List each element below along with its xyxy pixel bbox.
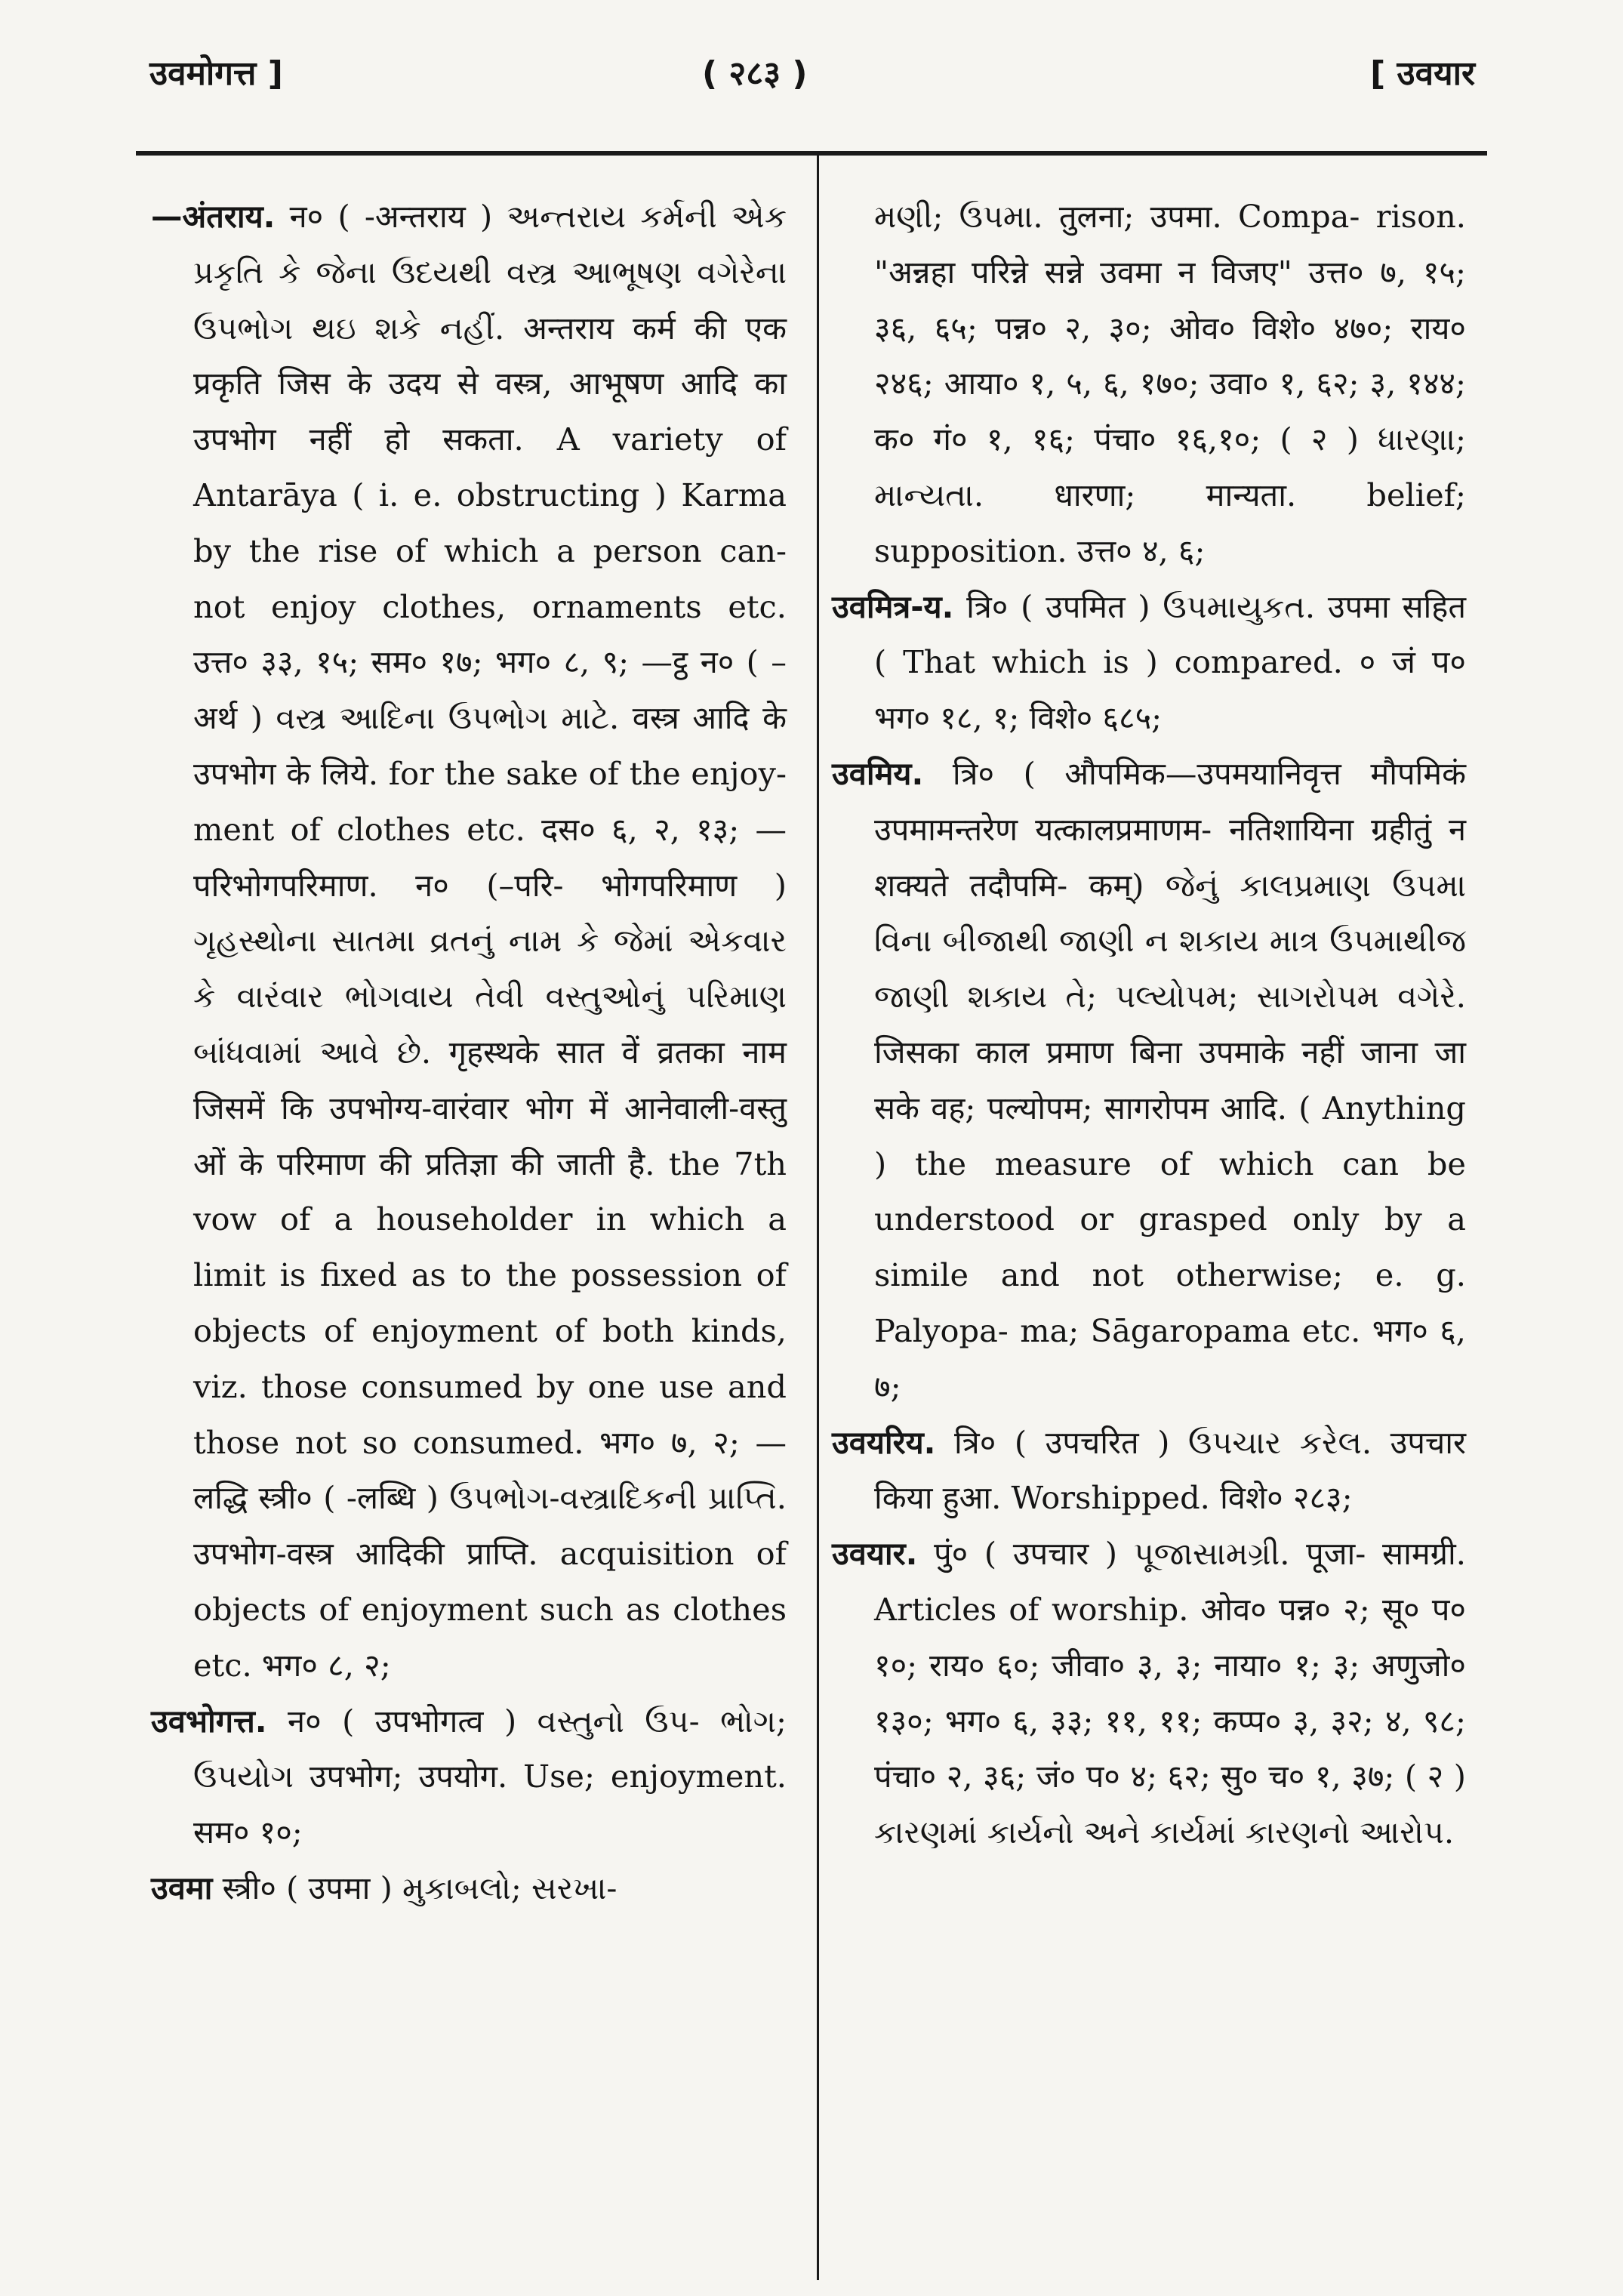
headword: उवमिय. (832, 754, 924, 792)
header-rule (136, 151, 1487, 156)
right-column (832, 189, 1466, 1860)
entry-text: न० ( उपभोगत्व ) વસ્તુનો ઉપ- ભોગ; ઉપયોગ उपभोग; उपयोग. Use; enjoyment. सम० १०; (193, 1702, 787, 1851)
entry-text: त्रि० ( औपमिक—उपमयानिवृत्त मौपमिकं उपमामन्तरेण यत्कालप्रमाणम- नतिशायिना ग्रहीतुं न शक्यते तदौपमि- कम्) જેનું કાલપ્રમાણ ઉપમા વિના બીજાથી જાણી ન શકાય માત્ર ઉપમાથીજ જાણી શકાય તે; પલ્યોપમ; સાગરોપમ વગેરે. जिसका काल प्रमाण बिना उपमाके नहीं जाना जा सके वह; पल्योपम; सागरोपम आदि. ( Anything ) the measure of which can be understood or grasped only by a simile and not otherwise; e. g. Palyopa- ma; Sāgaropama etc. भग० ६, ७; (874, 754, 1466, 1405)
entry-uvama-continued (832, 189, 1466, 579)
entry-uvayariya (832, 1415, 1466, 1527)
entry-text: त्रि० ( उपमित ) ઉપમાયુકત. उपमा सहित ( That which is ) compared. ० जं प० भग० १८, १; विशे० ६८५; (874, 587, 1466, 737)
headword: उवभोगत्त. (151, 1702, 267, 1740)
entry-text: स्त्री० ( उपमा ) મુકાબલો; સરખા- (222, 1869, 617, 1906)
headword: —अंतराय. (151, 198, 276, 235)
entry-uvabhogatta (151, 1693, 787, 1860)
entry-text: न० ( -अन्तराय ) અન્તરાય કર્મની એક પ્રકૃતિ કે જેના ઉદયથી વસ્ત્ર આભૂષણ વગેરેના ઉપભોગ થઇ શકે નહીં. अन्तराय कर्म की एक प्रकृति जिस के उदय से वस्त्र, आभूषण आदि का उपभोग नहीं हो सकता. A variety of Antarāya ( i. e. obstructing ) Karma by the rise of which a person can- not enjoy clothes, ornaments etc. उत्त० ३३, १५; सम० १७; भग० ८, ९; —ट्ठ न० ( –अर्थ ) વસ્ત્ર આદિના ઉપભોગ માટે. वस्त्र आदि के उपभोग के लिये. for the sake of the enjoy- ment of clothes etc. दस० ६, २, १३; —परिभोगपरिमाण. न० (–परि- भोगपरिमाण ) ગૃહસ્થોના સાતમા વ્રતનું નામ કે જેમાં એકવાર કે વારંવાર ભોગવાય તેવી વસ્તુઓનું પરિમાણ બાંધવામાં આવે છે. गृहस्थके सात वें व्रतका नाम जिसमें कि उपभोग्य-वारंवार भोग में आनेवाली-वस्तु ओं के परिमाण की प्रतिज्ञा की जाती है. the 7th vow of a householder in which a limit is fixed as to the possession of objects of enjoyment of both kinds, viz. those consumed by one use and those not so consumed. भग० ७, २; —लद्धि स्त्री० ( -लब्धि ) ઉપભોગ-વસ્ત્રાદિકની પ્રાપ્તિ. उपभोग-वस्त्र आदिकी प्राप्ति. acquisition of objects of enjoyment such as clothes etc. भग० ८, २; (193, 198, 787, 1684)
entry-uvamia (832, 579, 1466, 746)
entry-text: મણી; ઉપમા. तुलना; उपमा. Compa- rison. "अन्नहा परिन्ने सन्ने उवमा न विजए" उत्त० ७, १५; ३६, ६५; पन्न० २, ३०; ओव० विशे० ४७०; राय० २४६; आया० १, ५, ६, १७०; उवा० १, ६२; ३, १४४; क० गं० १, १६; पंचा० १६,१०; ( २ ) ધારણા; માન્યતા. धारणा; मान्यता. belief; supposition. उत्त० ४, ६; (874, 198, 1466, 569)
entry-uvama (151, 1860, 787, 1916)
entry-uvayara (832, 1526, 1466, 1860)
entry-text: त्रि० ( उपचरित ) ઉપચાર કરેલ. उपचार किया हुआ. Worshipped. विशे० २८३; (874, 1423, 1466, 1517)
header-right-guideword: [ उवयार (1370, 54, 1475, 93)
entry-uvamiya (832, 746, 1466, 1415)
headword: उवयार. (832, 1535, 918, 1573)
page-number: ( २८३ ) (702, 54, 808, 93)
left-column (151, 189, 787, 1916)
entry-antaraya (151, 189, 787, 1693)
entry-text: पुं० ( उपचार ) પૂજાસામગ્રી. पूजा- सामग्री. Articles of worship. ओव० पन्न० २; सू० प० १०; राय० ६०; जीवा० ३, ३; नाया० १; ३; अणुजो० १३०; भग० ६, ३३; ११, ११; कप्प० ३, ३२; ४, ९८; पंचा० २, ३६; जं० प० ४; ६२; सु० च० १, ३७; ( २ ) કારણમાં કાર્યનો અને કાર્યમાં કારણનો આરોપ. (874, 1535, 1466, 1851)
headword: उवयरिय. (832, 1423, 936, 1461)
headword: उवमा (151, 1869, 213, 1906)
column-divider (817, 151, 819, 2280)
header-left-guideword: उवमोगत्त ] (149, 54, 283, 93)
headword: उवमित्र-य. (832, 587, 954, 625)
